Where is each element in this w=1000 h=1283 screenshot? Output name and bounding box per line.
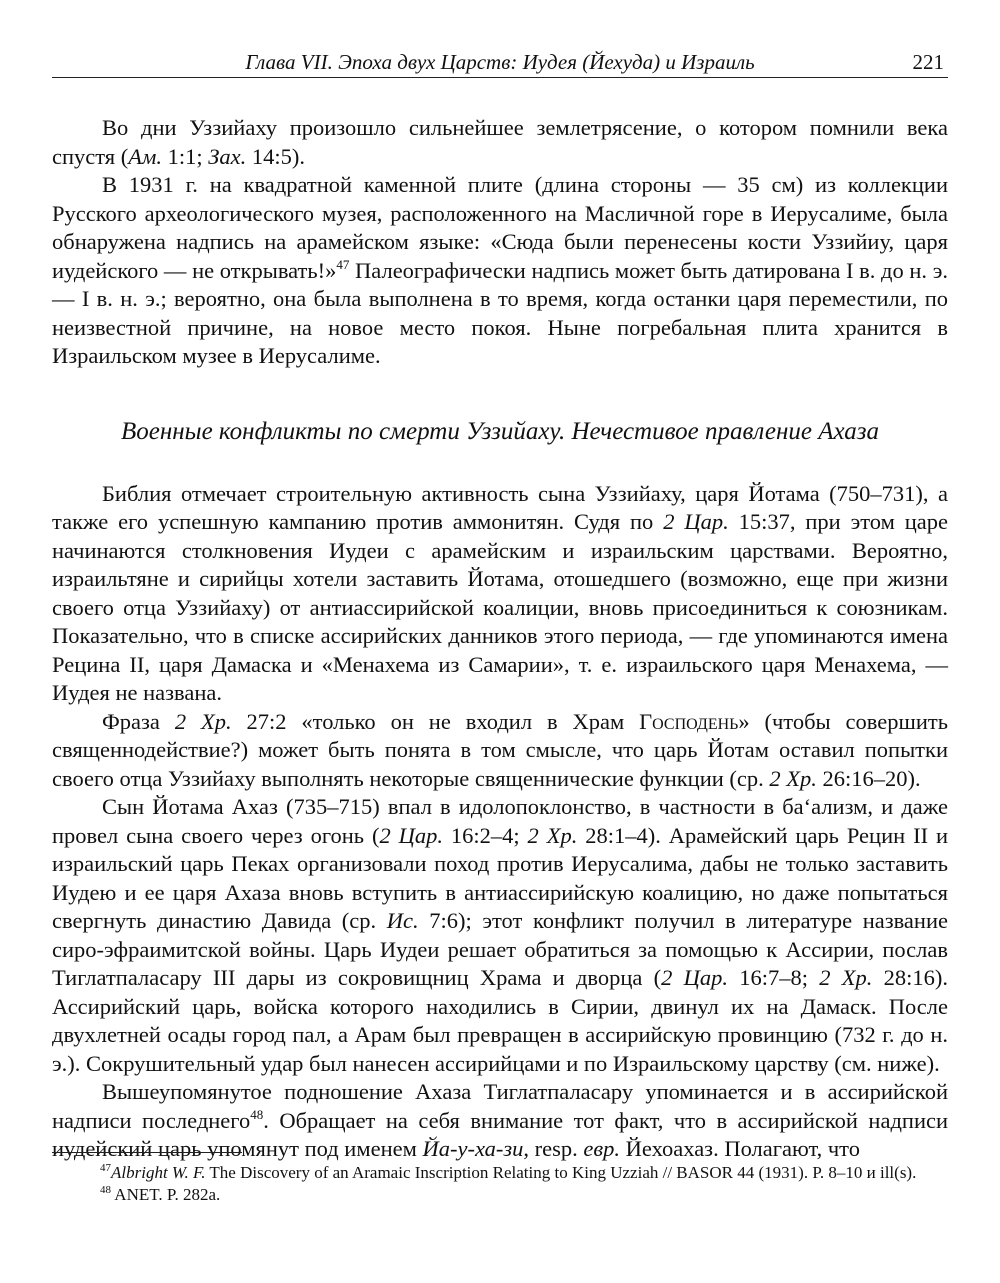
footnote-rule (52, 1152, 242, 1153)
bible-ref: 2 Хр. (174, 708, 232, 734)
bible-ref: Ис. (386, 908, 419, 933)
bible-ref: 2 Цар. (379, 822, 443, 848)
paragraph-jotham: Библия отмечает строительную активность сына Уззийаху, царя Йотама (750–731), а также его успешную кампанию против аммонитян. Судя по 2 Цар. 15:37, при этом царе начинаются столкновения Иудеи с арамейским и израильским царствами. Вероятно, израильтяне и сирийцы хотели заставить Йотама, отошедшего (возможно, еще при жизни своего отца Уззийаху) от антиассирийской коалиции, вновь присоединиться к союзникам. Показательно, что в списке ассирийских данников этого периода, — где упоминаются имена Рецина II, царя Дамаска и «Менахема из Самарии», т. е. израильского царя Менахема, — Иудея не названа. (52, 480, 948, 705)
italic-abbrev: евр. (583, 1136, 621, 1161)
footnote-author: Albright W. F. (111, 1163, 206, 1182)
page-header (52, 50, 948, 78)
paragraph-phrase: Фраза 2 Хр. 27:2 «только он не входил в Храм Господень» (чтобы совершить священнодействие?) может быть понята в том смысле, что царь Йотам оставил попытки своего отца Уззийаху выполнять некоторые священнические функции (ср. 2 Хр. 26:16–20). (52, 708, 948, 791)
paragraph-ahaz: Сын Йотама Ахаз (735–715) впал в идолопоклонство, в частности в ба‘ализм, и даже провел сына своего через огонь (2 Цар. 16:2–4; 2 Хр. 28:1–4). Арамейский царь Рецин II и израильский царь Пеках организовали поход против Иерусалима, дабы не только заставить Иудею и ее царя Ахаза вновь вступить в антиассирийскую коалицию, но даже попытаться свергнуть династию Давида (ср. Ис. 7:6); этот конфликт получил в литературе название сиро-эфраимитской войны. Царь Иудеи решает обратиться за помощью к Ассирии, послав Тиглатпаласару III дары из сокровищниц Храма и дворца (2 Цар. 16:7–8; 2 Хр. 28:16). Ассирийский царь, войска которого находились в Сирии, двинул их на Дамаск. После двухлетней осады город пал, а Арам был превращен в ассирийскую провинцию (732 г. до н. э.). Сокрушительный удар был нанесен ассирийцами и по Израильскому царству (см. ниже). (52, 794, 949, 1076)
bible-ref: 2 Цар. (663, 509, 729, 534)
header-rule (52, 77, 948, 78)
small-caps-word: Господень (639, 708, 739, 734)
bible-ref: Зах. (208, 143, 247, 169)
bible-ref: 2 Хр. (769, 765, 817, 791)
footnote-47: $^{47}$Albright W. F. The Discovery of an Aramaic Inscription Relating to King Uzziah // BASOR 44 (1931). P. 8–10 и ill(s). (100, 1162, 917, 1182)
running-head: Глава VII. Эпоха двух Царств: Иудея (Йехуда) и Израиль (245, 50, 755, 74)
bible-ref: 2 Хр. (527, 822, 578, 848)
bible-ref: Ам. (128, 143, 163, 169)
footnote-number: 47 (100, 1162, 111, 1174)
italic-name: Йа-у-ха-зи (422, 1136, 524, 1161)
paragraph-tribute: Вышеупомянутое подношение Ахаза Тиглатпаласару упоминается и в ассирийской надписи последнего$^{48}$. Обращает на себя внимание тот факт, что в ассирийской надписи иудейский царь упомянут под именем Йа-у-ха-зи, resp. евр. Йехоахаз. Полагают, что (52, 1079, 949, 1161)
footnote-marker[interactable]: 48 (250, 1106, 264, 1122)
page-number: 221 (912, 50, 944, 74)
footnote-marker[interactable]: 47 (336, 256, 350, 272)
footnotes (52, 1162, 948, 1206)
section-heading: Военные конфликты по смерти Уззийаху. Нечестивое правление Ахаза (120, 417, 879, 445)
paragraph-inscription: В 1931 г. на квадратной каменной плите (длина стороны — 35 см) из коллекции Русского археологического музея, расположенного на Масличной горе в Иерусалиме, была обнаружена надпись на арамейском языке: «Сюда были перенесены кости Уззийиу, царя иудейского — не открывать!»$^{47}$ Палеографически надпись может быть датирована I в. до н. э. — I в. н. э.; вероятно, она была выполнена в то время, когда останки царя переместили, по неизвестной причине, на новое место покоя. Ныне погребальная плита хранится в Израильском музее в Иерусалиме. (52, 172, 948, 368)
footnote-48: $^{48}$ ANET. P. 282a. (100, 1184, 221, 1204)
footnote-number: 48 (100, 1184, 111, 1196)
bible-ref: 2 Цар. (661, 965, 729, 990)
paragraph-earthquake: Во дни Уззийаху произошло сильнейшее землетрясение, о котором помнили века спустя (Ам. 1:1; Зах. 14:5). (52, 115, 948, 169)
main-text (52, 114, 948, 1164)
bible-ref: 2 Хр. (819, 965, 873, 990)
